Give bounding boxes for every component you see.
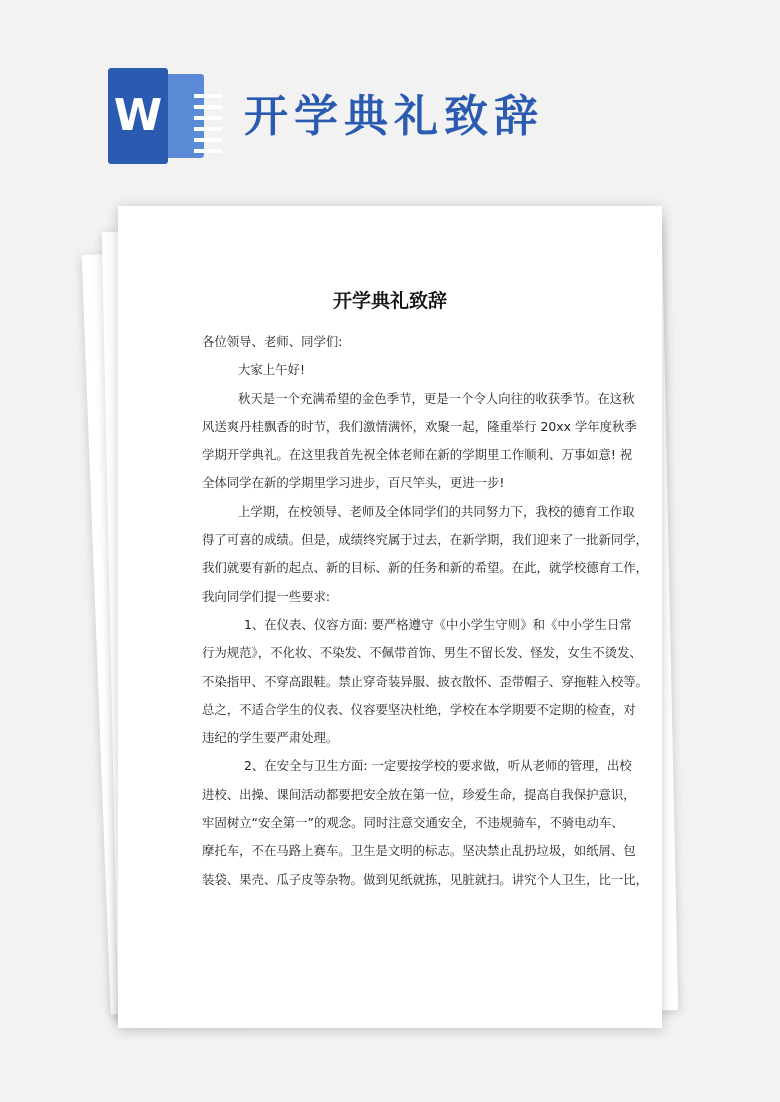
paragraph-line: 牢固树立“安全第一”的观念。同时注意交通安全，不违规骑车，不骑电动车、: [202, 815, 624, 831]
paragraph-line: 违纪的学生要严肃处理。: [202, 730, 339, 746]
document-page: [118, 206, 662, 1028]
paragraph-line: 我们就要有新的起点、新的目标、新的任务和新的希望。在此，就学校德育工作，: [202, 560, 649, 576]
paragraph-line: 上学期，在校领导、老师及全体同学们的共同努力下，我校的德育工作取: [238, 503, 635, 519]
word-icon-lines: [194, 94, 222, 160]
paragraph-line: 全体同学在新的学期里学习进步，百尺竿头，更进一步!: [202, 475, 505, 491]
paragraph-line: 得了可喜的成绩。但是，成绩终究属于过去，在新学期，我们迎来了一批新同学，: [202, 532, 649, 548]
word-document-icon: [108, 68, 208, 164]
banner: [0, 0, 780, 200]
paragraph-line: 总之，不适合学生的仪表、仪容要坚决杜绝，学校在本学期要不定期的检查，对: [202, 701, 636, 717]
paragraph-line: 大家上午好!: [238, 362, 305, 378]
paragraph-line: 我向同学们提一些要求:: [202, 588, 331, 604]
paragraph-line: 秋天是一个充满希望的金色季节，更是一个令人向往的收获季节。在这秋: [238, 390, 635, 406]
banner-title: 开学典礼致辞: [244, 91, 544, 142]
word-icon-letter: W: [108, 68, 168, 164]
paragraph-line: 进校、出操、课间活动都要把安全放在第一位，珍爱生命，提高自我保护意识，: [202, 786, 636, 802]
paragraph-line: 风送爽丹桂飘香的时节，我们激情满怀，欢聚一起，隆重举行 20xx 学年度秋季: [202, 418, 637, 434]
paragraph-line: 各位领导、老师、同学们:: [202, 334, 343, 349]
paragraph-line: 摩托车，不在马路上赛车。卫生是文明的标志。坚决禁止乱扔垃圾，如纸屑、包: [202, 843, 636, 859]
paragraph-line: 行为规范》，不化妆、不染发、不佩带首饰、男生不留长发、怪发，女生不烫发、: [202, 645, 642, 661]
document-body: [202, 328, 649, 894]
document-title: 开学典礼致辞: [332, 290, 447, 312]
paragraph-line: 不染指甲、不穿高跟鞋。禁止穿奇装异服、披衣散怀、歪带帽子、穿拖鞋入校等。: [202, 673, 649, 689]
paragraph-line: 学期开学典礼。在这里我首先祝全体老师在新的学期里工作顺利、万事如意! 祝: [202, 447, 633, 463]
paragraph-line: 1、在仪表、仪容方面: 要严格遵守《中小学生守则》和《中小学生日常: [244, 616, 632, 632]
paragraph-line: 装袋、果壳、瓜子皮等杂物。做到见纸就拣，见脏就扫。讲究个人卫生，比一比，: [202, 871, 649, 887]
paragraph-line: 2、在安全与卫生方面: 一定要按学校的要求做，听从老师的管理，出校: [244, 758, 632, 774]
